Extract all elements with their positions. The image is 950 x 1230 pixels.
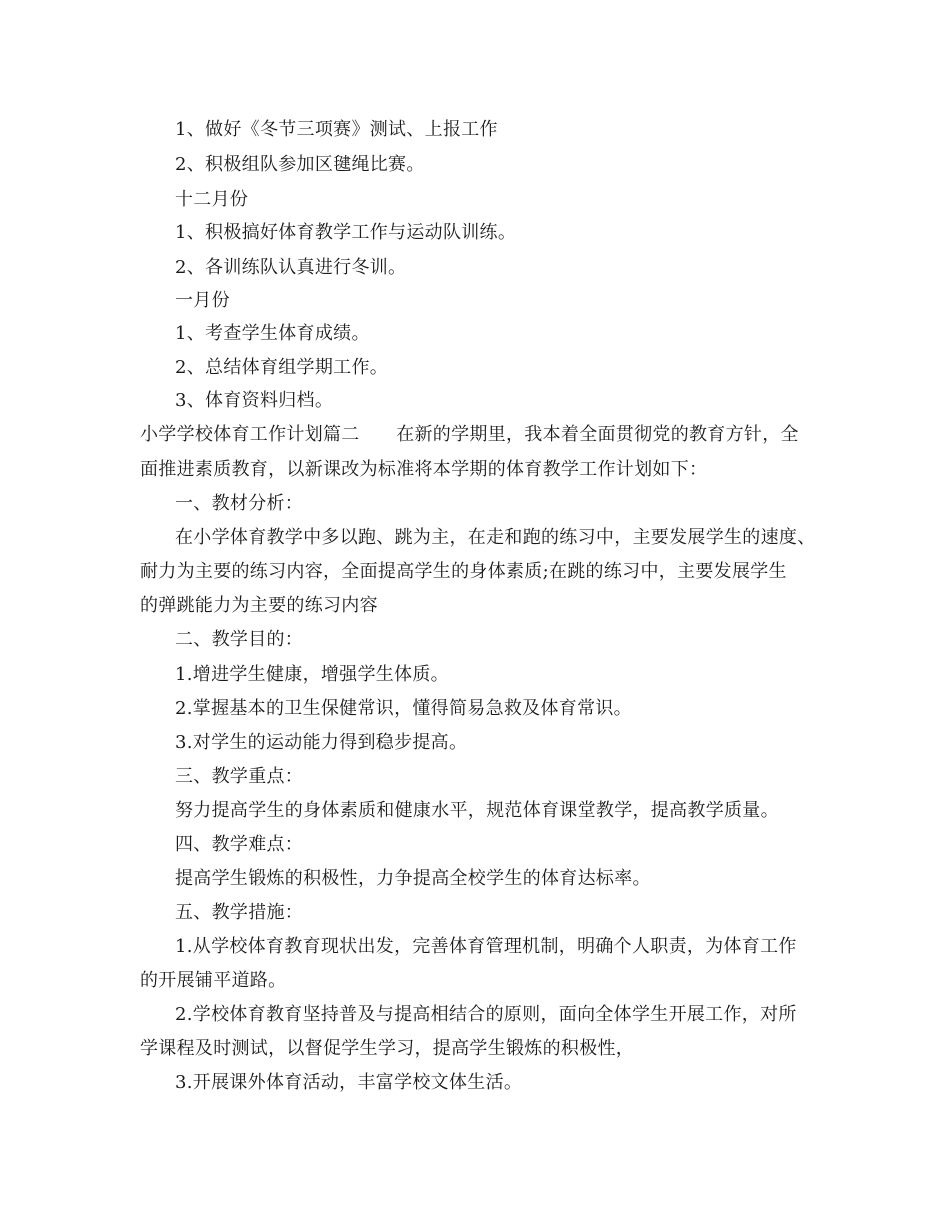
text-line: 1.从学校体育教育现状出发，完善体育管理机制，明确个人职责，为体育工作 (175, 936, 797, 957)
section-heading-december: 十二月份 (175, 189, 249, 210)
text-line: 1、积极搞好体育教学工作与运动队训练。 (175, 222, 517, 243)
text-line: 1、做好《冬节三项赛》测试、上报工作 (175, 119, 498, 140)
section-heading-january: 一月份 (175, 290, 230, 311)
text-line: 提高学生锻炼的积极性，力争提高全校学生的体育达标率。 (175, 868, 651, 889)
text-line: 3.对学生的运动能力得到稳步提高。 (175, 732, 468, 753)
text-line: 的弹跳能力为主要的练习内容 (140, 595, 378, 616)
text-line: 努力提高学生的身体素质和健康水平，规范体育课堂教学，提高教学质量。 (175, 800, 779, 821)
text-line: 2.掌握基本的卫生保健常识，懂得简易急救及体育常识。 (175, 698, 632, 719)
text-line: 1.增进学生健康，增强学生体质。 (175, 664, 449, 685)
text-line: 的开展铺平道路。 (140, 970, 287, 991)
section-heading-measures: 五、教学措施： (175, 902, 304, 923)
text-line: 1、考查学生体育成绩。 (175, 323, 370, 344)
text-line: 2、总结体育组学期工作。 (175, 357, 389, 378)
text-line: 在小学体育教学中多以跑、跳为主，在走和跑的练习中，主要发展学生的速度、 (175, 527, 816, 548)
section-heading-difficulties: 四、教学难点： (175, 834, 304, 855)
section-heading-materials: 一、教材分析： (175, 493, 304, 514)
article-title-line: 小学学校体育工作计划篇二 在新的学期里，我本着全面贯彻党的教育方针，全 (140, 424, 799, 445)
text-line: 2、各训练队认真进行冬训。 (175, 257, 407, 278)
text-line: 耐力为主要的练习内容，全面提高学生的身体素质;在跳的练习中，主要发展学生 (140, 561, 787, 582)
text-line: 学课程及时测试，以督促学生学习，提高学生锻炼的积极性， (140, 1038, 635, 1059)
section-heading-goals: 二、教学目的： (175, 629, 304, 650)
text-line: 2、积极组队参加区毽绳比赛。 (175, 154, 425, 175)
section-heading-key-points: 三、教学重点： (175, 766, 304, 787)
text-line: 2.学校体育教育坚持普及与提高相结合的原则，面向全体学生开展工作，对所 (175, 1004, 797, 1025)
text-line: 面推进素质教育，以新课改为标准将本学期的体育教学工作计划如下： (140, 459, 708, 480)
text-line: 3.开展课外体育活动，丰富学校文体生活。 (175, 1072, 523, 1093)
text-line: 3、体育资料归档。 (175, 390, 334, 411)
